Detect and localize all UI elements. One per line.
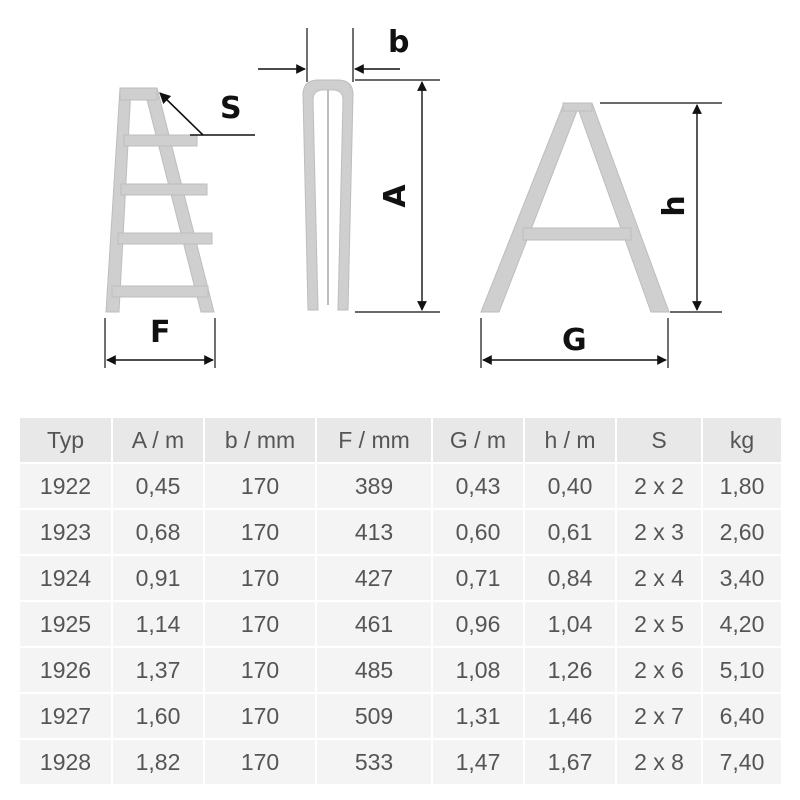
table-cell: 485 <box>316 647 432 693</box>
table-cell: 170 <box>204 601 316 647</box>
column-header: S <box>616 418 702 463</box>
header-row <box>20 418 782 463</box>
table-cell: 413 <box>316 509 432 555</box>
table-cell: 1,31 <box>432 693 524 739</box>
label-f: F <box>150 315 171 350</box>
table-cell: 3,40 <box>702 555 782 601</box>
table-cell: 0,91 <box>112 555 204 601</box>
side-view-ladder <box>303 80 353 310</box>
table-cell: 509 <box>316 693 432 739</box>
label-g: G <box>562 323 587 358</box>
table-cell: 2 x 4 <box>616 555 702 601</box>
table-cell: 1924 <box>20 555 112 601</box>
table-cell: 170 <box>204 463 316 509</box>
column-header: h / m <box>524 418 616 463</box>
table-cell: 0,60 <box>432 509 524 555</box>
label-h: h <box>657 195 692 217</box>
table-cell: 2 x 3 <box>616 509 702 555</box>
table-cell: 1,26 <box>524 647 616 693</box>
spec-table-body <box>20 463 782 785</box>
table-cell: 2,60 <box>702 509 782 555</box>
label-s: S <box>220 91 242 126</box>
table-cell: 533 <box>316 739 432 785</box>
table-row <box>20 739 782 785</box>
column-header: b / mm <box>204 418 316 463</box>
table-cell: 170 <box>204 693 316 739</box>
dimension-g <box>481 318 668 368</box>
table-cell: 1,14 <box>112 601 204 647</box>
table-row <box>20 509 782 555</box>
front-view-ladder <box>106 88 214 312</box>
table-cell: 1,47 <box>432 739 524 785</box>
table-row <box>20 463 782 509</box>
column-header: kg <box>702 418 782 463</box>
table-cell: 0,84 <box>524 555 616 601</box>
table-cell: 1922 <box>20 463 112 509</box>
spec-table-header <box>20 418 782 463</box>
dimension-s <box>160 91 255 135</box>
table-cell: 0,68 <box>112 509 204 555</box>
dimension-b <box>258 25 409 82</box>
table-cell: 1,80 <box>702 463 782 509</box>
table-cell: 1923 <box>20 509 112 555</box>
spec-table <box>20 418 783 786</box>
table-cell: 1926 <box>20 647 112 693</box>
table-cell: 1,60 <box>112 693 204 739</box>
column-header: Typ <box>20 418 112 463</box>
table-row <box>20 647 782 693</box>
table-cell: 1,08 <box>432 647 524 693</box>
table-cell: 1,46 <box>524 693 616 739</box>
column-header: A / m <box>112 418 204 463</box>
table-cell: 0,96 <box>432 601 524 647</box>
table-cell: 6,40 <box>702 693 782 739</box>
dimension-f <box>105 315 215 368</box>
table-cell: 461 <box>316 601 432 647</box>
table-cell: 5,10 <box>702 647 782 693</box>
table-cell: 389 <box>316 463 432 509</box>
table-cell: 2 x 5 <box>616 601 702 647</box>
table-cell: 0,71 <box>432 555 524 601</box>
table-cell: 7,40 <box>702 739 782 785</box>
table-cell: 4,20 <box>702 601 782 647</box>
table-cell: 170 <box>204 647 316 693</box>
table-row <box>20 555 782 601</box>
table-cell: 170 <box>204 739 316 785</box>
table-cell: 427 <box>316 555 432 601</box>
column-header: G / m <box>432 418 524 463</box>
table-cell: 1,04 <box>524 601 616 647</box>
table-cell: 2 x 8 <box>616 739 702 785</box>
table-cell: 2 x 2 <box>616 463 702 509</box>
label-b: b <box>388 25 410 60</box>
table-row <box>20 693 782 739</box>
table-cell: 0,40 <box>524 463 616 509</box>
table-cell: 1,67 <box>524 739 616 785</box>
open-view-ladder <box>481 103 669 312</box>
table-cell: 0,43 <box>432 463 524 509</box>
table-row <box>20 601 782 647</box>
table-cell: 170 <box>204 509 316 555</box>
table-cell: 2 x 6 <box>616 647 702 693</box>
table-cell: 1,82 <box>112 739 204 785</box>
table-cell: 1,37 <box>112 647 204 693</box>
table-cell: 1925 <box>20 601 112 647</box>
table-cell: 2 x 7 <box>616 693 702 739</box>
column-header: F / mm <box>316 418 432 463</box>
table-cell: 170 <box>204 555 316 601</box>
table-cell: 0,45 <box>112 463 204 509</box>
table-cell: 1927 <box>20 693 112 739</box>
dimension-a <box>355 80 440 312</box>
table-cell: 0,61 <box>524 509 616 555</box>
table-cell: 1928 <box>20 739 112 785</box>
label-a: A <box>378 184 413 208</box>
